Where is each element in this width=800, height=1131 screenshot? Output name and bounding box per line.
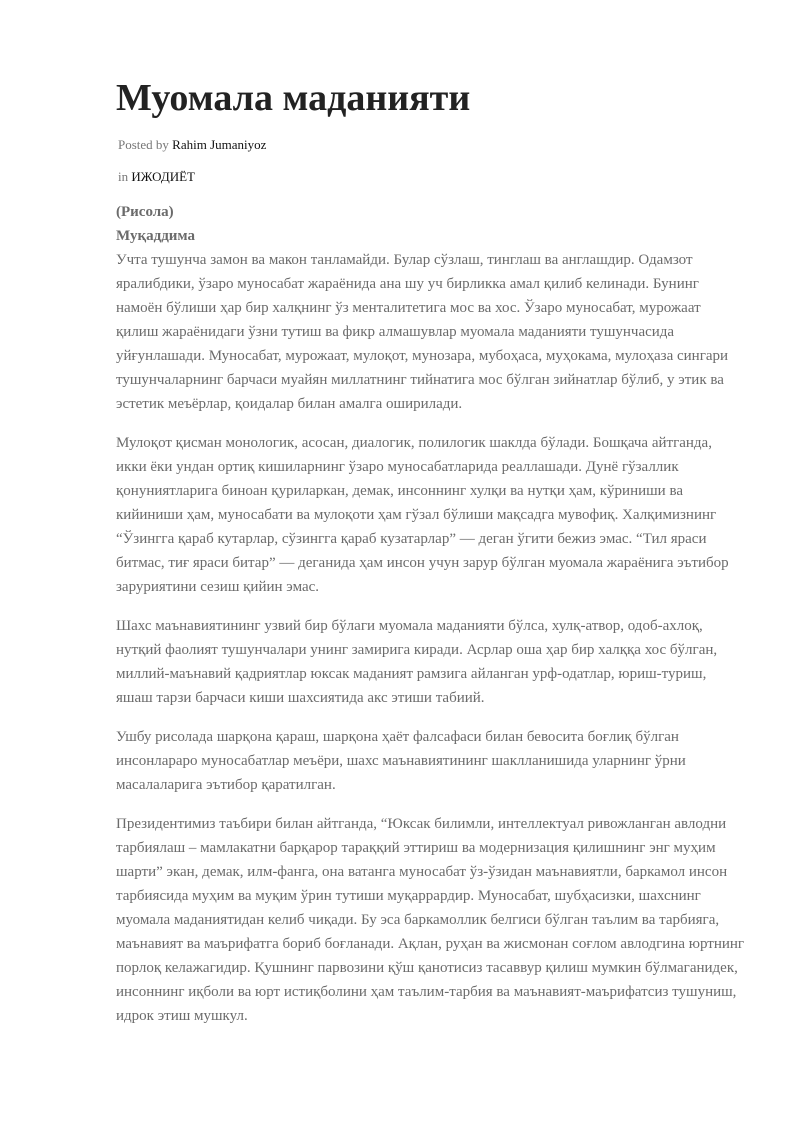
post-author-line bbox=[118, 136, 746, 154]
article bbox=[116, 72, 746, 1043]
paragraph: Президентимиз таъбири билан айтганда, “Юксак билимли, интеллектуал ривожланган авлодни тарбиялаш – мамлакатни барқарор тараққий эттириш ва модернизация қилишнинг энг муҳим шарти” экан, демак, илм-фанга, она ватанга муносабат ўз-ўзидан маънавиятли, баркамол инсон тарбиясида муҳим ва муқим ўрин тутиши муқаррардир. Муносабат, шубҳасизки, шахснинг муомала маданиятидан келиб чиқади. Бу эса баркамоллик белгиси бўлган таълим ва тарбияга, маънавият ва маърифатга бориб боғланади. Ақлан, руҳан ва жисмонан соғлом авлодгина юртнинг порлоқ келажагидир. Қушнинг парвозини қўш қанотисиз тасаввур қилиш мумкин бўлмаганидек, инсоннинг иқболи ва юрт истиқболини ҳам таълим-тарбия ва маънавият-маърифатсиз тушуниш, идрок этиш мушкул. bbox=[116, 816, 745, 1024]
paragraph-text: Учта тушунча замон ва макон танламайди. Булар сўзлаш, тинглаш ва англашдир. Одамзот яралибдики, ўзаро муносабат жараёнида ана шу уч бирликка амал қилиб келинади. Бунинг намоён бўлиши ҳар бир халқнинг ўз менталитетига мос ва хос. Ўзаро муносабат, мурожаат қилиш жараёнидаги ўзни тутиш ва фикр алмашувлар муомала маданияти тушунчасида уйғунлашади. Муносабат, мурожаат, мулоқот, мунозара, мубоҳаса, муҳокама, мулоҳаза сингари тушунчаларнинг барчаси муайян миллатнинг тийнатига мос бўлган зийнатлар бўлиб, у этик ва эстетик меъёрлар, қоидалар билан амалга оширилади. bbox=[116, 252, 729, 412]
article-title: Муомала маданияти bbox=[116, 77, 471, 119]
intro-paragraph bbox=[116, 200, 746, 416]
paragraph: Шахс маънавиятининг узвий бир бўлаги муомала маданияти бўлса, хулқ-атвор, одоб-ахлоқ, нутқий фаолият тушунчалари унинг замирига киради. Асрлар оша ҳар бир халққа хос бўлган, миллий-маънавий қадриятлар юксак маданият рамзига айланган урф-одатлар, юриш-туриш, яшаш тарзи барчаси киши шахсиятида акс этиши табиий. bbox=[116, 618, 718, 706]
category-link[interactable]: ИЖОДИЁТ bbox=[131, 169, 195, 184]
posted-by-label: Posted by bbox=[118, 137, 169, 152]
paragraph: Мулоқот қисман монологик, асосан, диалогик, полилогик шаклда бўлади. Бошқача айтганда, икки ёки ундан ортиқ кишиларнинг ўзаро муносабатларида реаллашади. Дунё гўзаллик қонуниятларига биноан қуриларкан, демак, инсоннинг хулқи ва нутқи ҳам, кўриниши ва кийиниши ҳам, муносабати ва мулоқоти ҳам гўзал бўлиши мақсадга мувофиқ. Халқимизнинг “Ўзингга қараб кутарлар, сўзингга қараб кузатарлар” — деган ўгити бежиз эмас. “Тил яраси битмас, тиғ яраси битар” — деганида ҳам инсон учун зарур бўлган муомала жараёнига эътибор заруриятини сезиш қийин эмас. bbox=[116, 435, 729, 595]
paragraph: Ушбу рисолада шарқона қараш, шарқона ҳаёт фалсафаси билан бевосита боғлиқ бўлган инсонлараро муносабатлар меъёри, шахс маънавиятининг шаклланишида уларнинг ўрни масалаларига эътибор қаратилган. bbox=[116, 729, 686, 793]
article-body bbox=[116, 200, 746, 1028]
category-prefix-label: in bbox=[118, 169, 129, 184]
author-link[interactable]: Rahim Jumaniyoz bbox=[172, 137, 267, 152]
post-category-line bbox=[118, 168, 746, 186]
article-subtitle: (Рисола) bbox=[116, 204, 174, 220]
section-heading: Муқаддима bbox=[116, 228, 196, 244]
